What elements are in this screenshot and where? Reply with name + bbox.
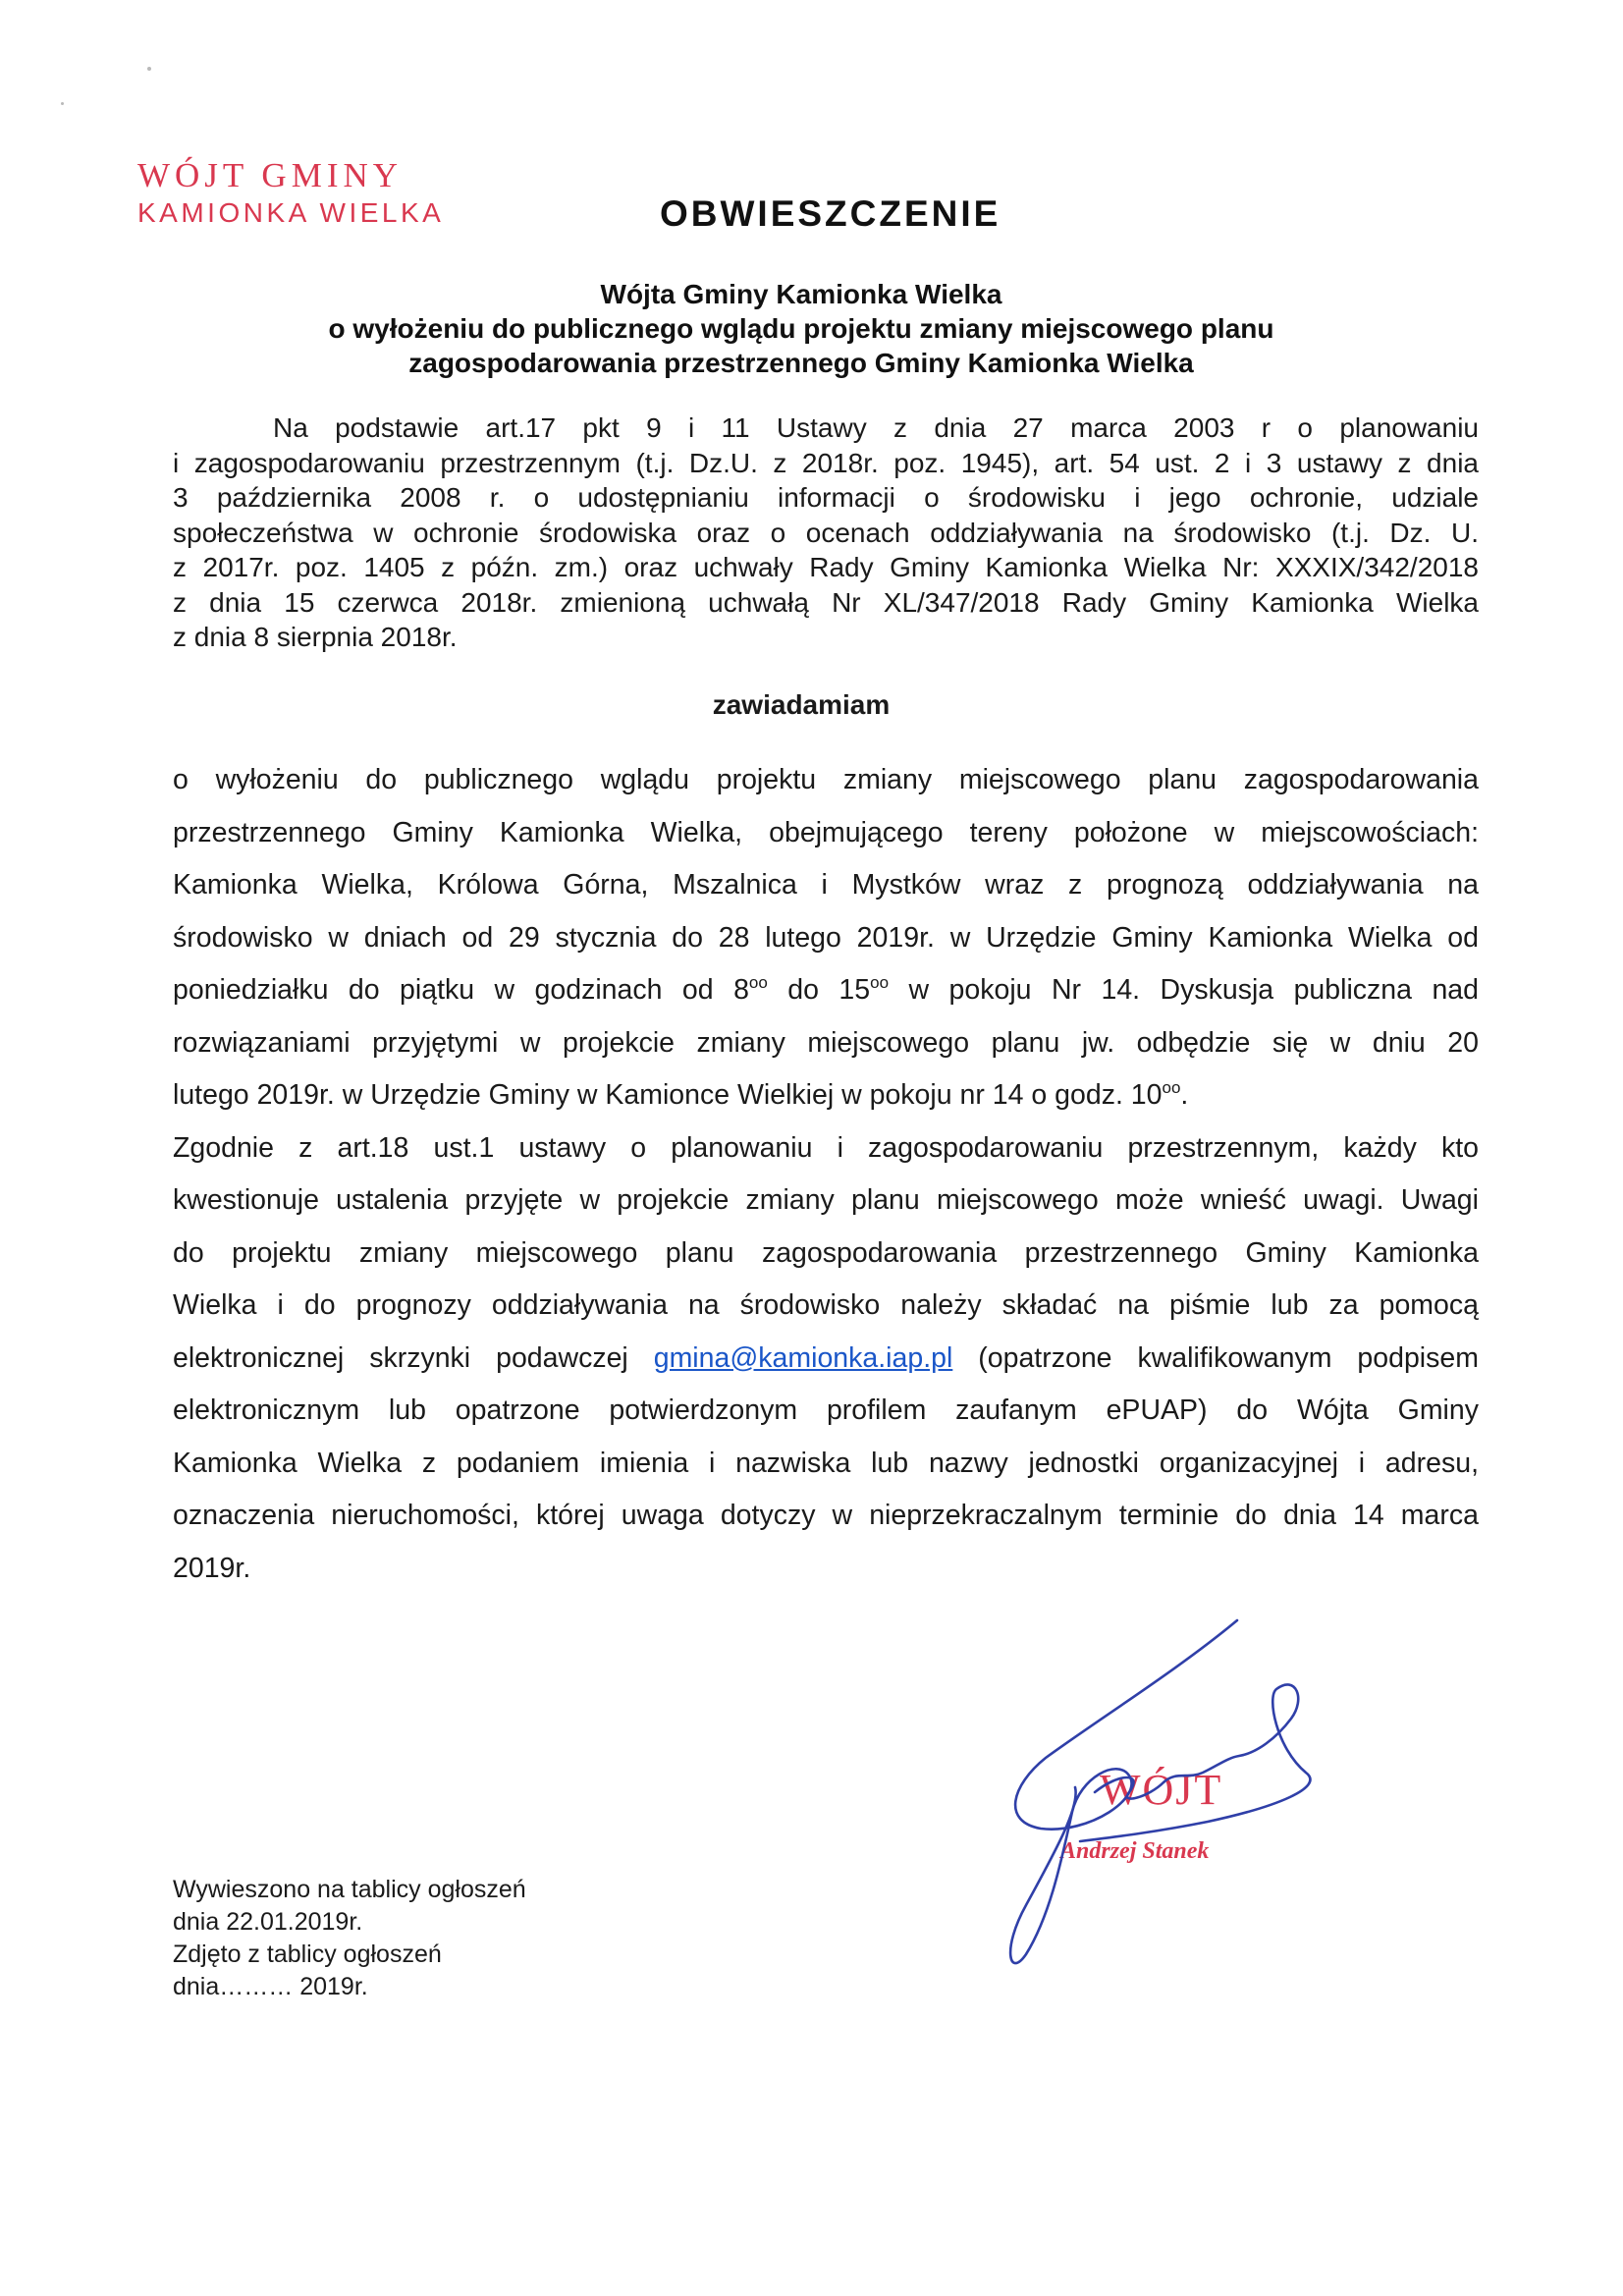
notice-body — [173, 754, 1479, 1595]
body-line: Wielka i do prognozy oddziaływania na środowisko należy składać na piśmie lub za pomocą — [173, 1289, 1479, 1321]
stamp-line-2: KAMIONKA WIELKA — [137, 197, 445, 228]
section-heading: zawiadamiam — [712, 689, 891, 720]
paragraph-line: społeczeństwa w ochronie środowiska oraz o ocenach oddziaływania na środowisko (t.j. Dz. U. — [173, 517, 1479, 548]
body-line: 2019r. — [173, 1552, 251, 1584]
body-text: elektronicznej skrzynki podawczej — [173, 1341, 654, 1374]
paragraph-line: z dnia 15 czerwca 2018r. zmienioną uchwałą Nr XL/347/2018 Rady Gminy Kamionka Wielka — [173, 586, 1479, 618]
scan-speck — [147, 67, 151, 71]
office-stamp — [137, 155, 444, 230]
superscript: oo — [1162, 1078, 1181, 1097]
body-line: Kamionka Wielka z podaniem imienia i nazwiska lub nazwy jednostki organizacyjnej i adresu, — [173, 1447, 1479, 1479]
email-link[interactable]: gmina@kamionka.iap.pl — [653, 1341, 953, 1374]
scan-speck — [61, 102, 64, 105]
paragraph-line: 3 października 2008 r. o udostępnianiu informacji o środowisku i jego ochronie, udziale — [173, 482, 1479, 513]
subtitle-line: o wyłożeniu do publicznego wglądu projektu zmiany miejscowego planu — [328, 313, 1274, 344]
paragraph-line: Na podstawie art.17 pkt 9 i 11 Ustawy z dnia 27 marca 2003 r o planowaniu — [273, 412, 1479, 443]
body-line: o wyłożeniu do publicznego wglądu projektu zmiany miejscowego planu zagospodarowania — [173, 764, 1479, 795]
body-line: Zgodnie z art.18 ust.1 ustawy o planowaniu i zagospodarowaniu przestrzennym, każdy kto — [173, 1131, 1479, 1164]
body-text: (opatrzone kwalifikowanym podpisem — [952, 1341, 1479, 1374]
handwritten-signature — [982, 1611, 1375, 1984]
body-line: kwestionuje ustalenia przyjęte w projekcie zmiany planu miejscowego może wnieść uwagi. Uwagi — [173, 1184, 1479, 1216]
footer-line: dnia 22.01.2019r. — [173, 1908, 363, 1936]
signature-stamp-title: WÓJT — [1100, 1766, 1223, 1814]
superscript: oo — [748, 973, 768, 992]
legal-basis-paragraph — [173, 410, 1479, 655]
body-text: poniedziałku do piątku w godzinach od 8 — [173, 974, 749, 1006]
paragraph-line: z dnia 8 sierpnia 2018r. — [173, 622, 458, 652]
superscript: oo — [870, 973, 890, 992]
posting-info — [173, 1874, 526, 2003]
signature-block — [982, 1611, 1375, 1984]
paragraph-line: i zagospodarowaniu przestrzennym (t.j. Dz.U. z 2018r. poz. 1945), art. 54 ust. 2 i 3 ustawy z dnia — [173, 447, 1479, 478]
footer-line: Wywieszono na tablicy ogłoszeń — [173, 1876, 526, 1903]
signature-stamp-name: Andrzej Stanek — [1060, 1838, 1210, 1864]
body-line: oznaczenia nieruchomości, której uwaga dotyczy w nieprzekraczalnym terminie do dnia 14 marca — [173, 1500, 1479, 1531]
body-text: lutego 2019r. w Urzędzie Gminy w Kamionce Wielkiej w pokoju nr 14 o godz. 10 — [173, 1079, 1163, 1111]
footer-line: dnia……… 2019r. — [173, 1973, 368, 2000]
body-text: do 15 — [767, 974, 871, 1006]
body-line: elektronicznym lub opatrzone potwierdzonym profilem zaufanym ePUAP) do Wójta Gminy — [173, 1394, 1479, 1426]
stamp-line-1: WÓJT GMINY — [137, 156, 404, 194]
subtitle-line: Wójta Gminy Kamionka Wielka — [600, 279, 1002, 309]
body-line: środowisko w dniach od 29 stycznia do 28 lutego 2019r. w Urzędzie Gminy Kamionka Wielka od — [173, 921, 1479, 954]
body-line — [173, 1069, 1479, 1122]
body-line: przestrzennego Gminy Kamionka Wielka, obejmującego tereny położone w miejscowościach: — [173, 816, 1479, 848]
body-line: do projektu zmiany miejscowego planu zagospodarowania przestrzennego Gminy Kamionka — [173, 1236, 1479, 1269]
document-subtitle — [173, 277, 1430, 380]
document-title: OBWIESZCZENIE — [660, 193, 1001, 234]
subtitle-line: zagospodarowania przestrzennego Gminy Kamionka Wielka — [408, 348, 1194, 378]
body-line: rozwiązaniami przyjętymi w projekcie zmiany miejscowego planu jw. odbędzie się w dniu 20 — [173, 1026, 1479, 1059]
body-text: . — [1180, 1079, 1189, 1111]
body-line — [173, 964, 1479, 1017]
paragraph-line: z 2017r. poz. 1405 z późn. zm.) oraz uchwały Rady Gminy Kamionka Wielka Nr: XXXIX/342/2018 — [173, 552, 1479, 582]
body-text: w pokoju Nr 14. Dyskusja publiczna nad — [889, 974, 1479, 1006]
body-line: Kamionka Wielka, Królowa Górna, Mszalnica i Mystków wraz z prognozą oddziaływania na — [173, 869, 1479, 901]
body-line — [173, 1333, 1479, 1386]
footer-line: Zdjęto z tablicy ogłoszeń — [173, 1941, 442, 1968]
